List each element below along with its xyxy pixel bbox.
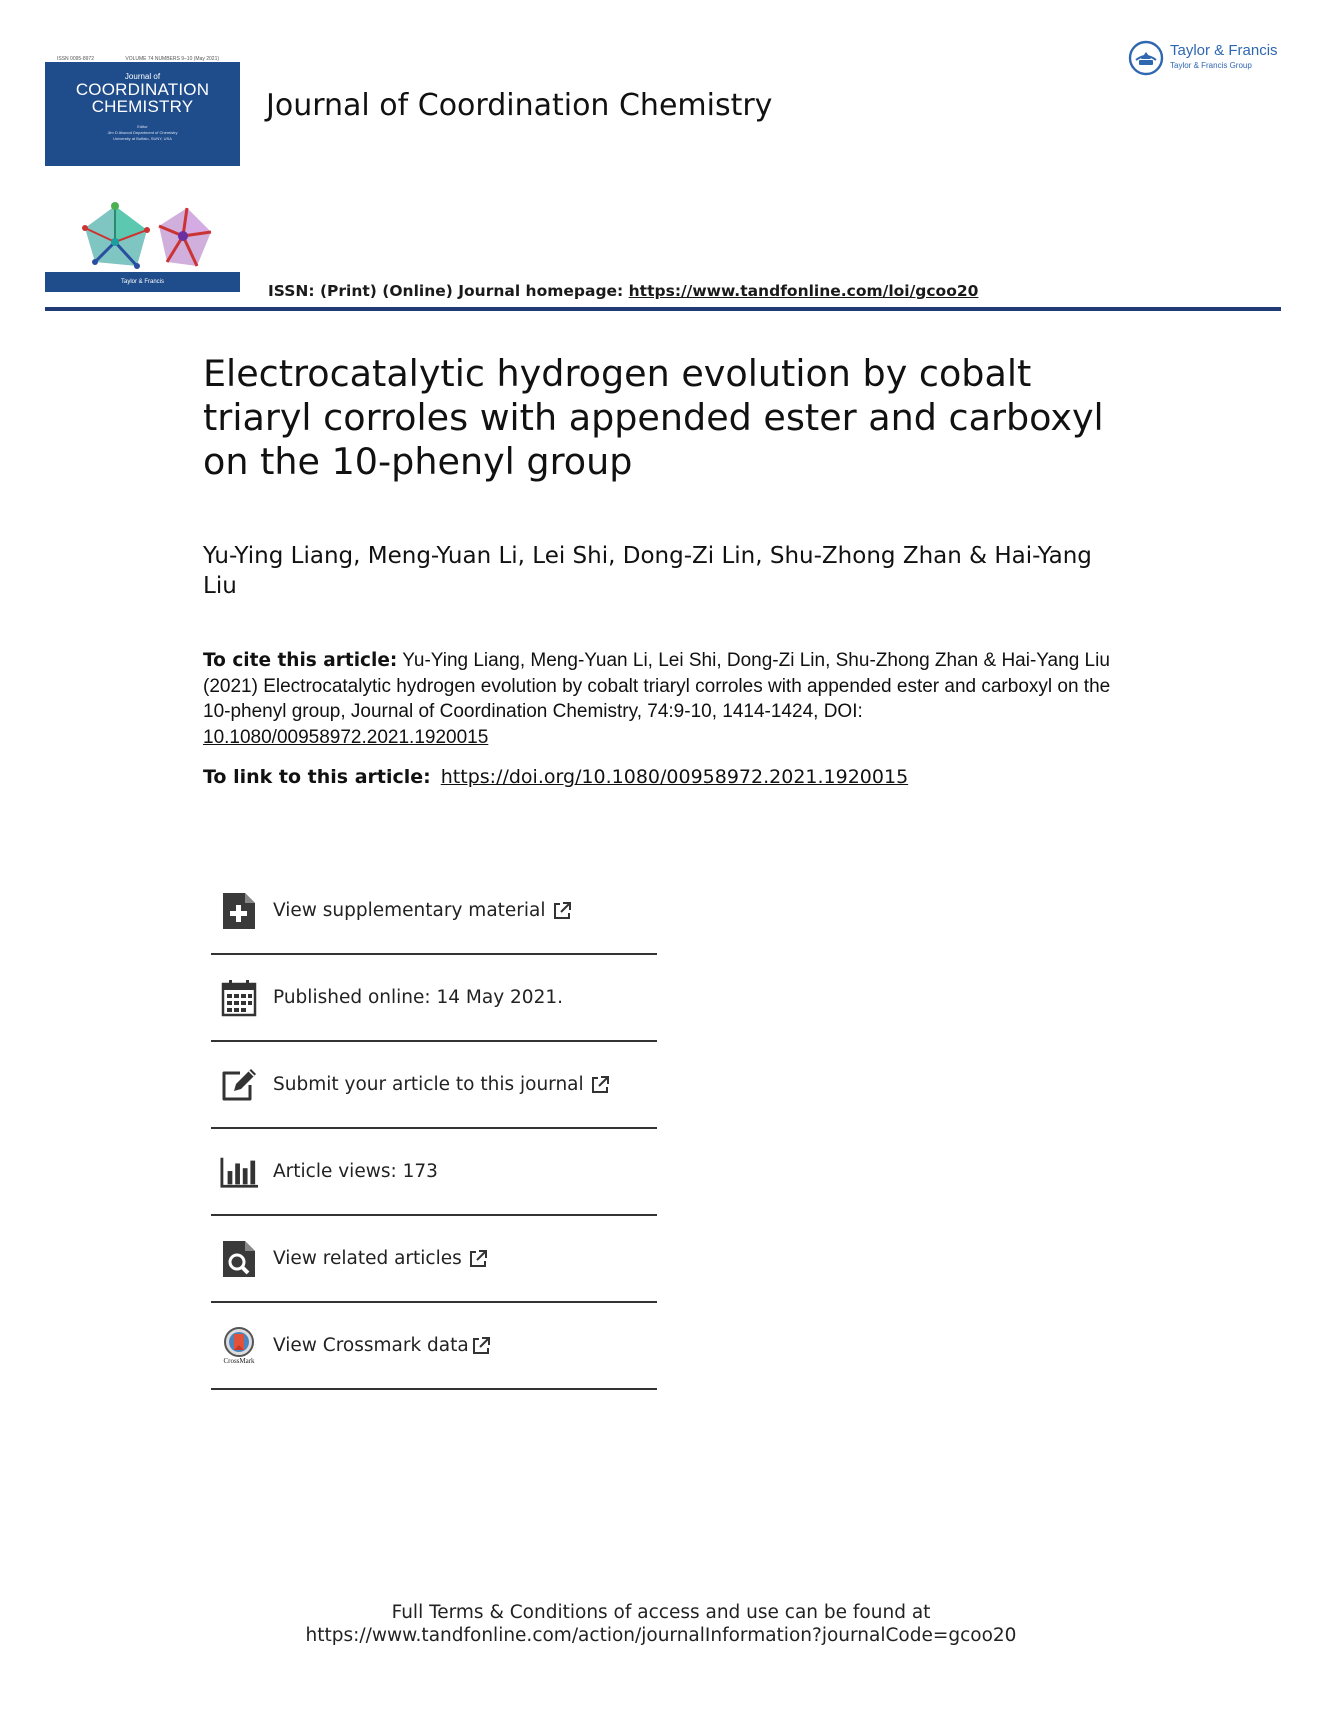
article-title: Electrocatalytic hydrogen evolution by cobalt triaryl corroles with appended ester and carboxyl on the 10-phenyl group (203, 352, 1104, 483)
cover-publisher: Taylor & Francis (120, 279, 164, 285)
citation-text: Yu-Ying Liang, Meng-Yuan Li, Lei Shi, Dong-Zi Lin, Shu-Zhong Zhan & Hai-Yang Liu (2021) Electrocatalytic hydrogen evolution by cobalt triaryl corroles with appended ester and carboxyl on the 10-phenyl group, Journal of Coordination Chemistry, 74:9-10, 1414-1424, DOI: (203, 650, 1111, 722)
issn-text: ISSN: (Print) (Online) Journal homepage: (268, 282, 629, 300)
issn-homepage-line (268, 282, 978, 300)
list-item-crossmark[interactable] (211, 1303, 657, 1390)
citation-label: To cite this article: (203, 650, 398, 671)
crossmark-icon (220, 1326, 258, 1366)
published-date-label: Published online: 14 May 2021. (273, 987, 564, 1008)
crossmark-label: CrossMark (223, 1356, 255, 1365)
calendar-icon (220, 978, 258, 1018)
publisher-group: Taylor & Francis Group (1170, 61, 1252, 70)
cover-journal-line1: COORDINATION (75, 80, 210, 99)
journal-title: Journal of Coordination Chemistry (266, 88, 773, 123)
footer-terms-text: Full Terms & Conditions of access and use can be found at (391, 1602, 931, 1623)
crossmark-data-label: View Crossmark data (273, 1335, 469, 1356)
list-item-related[interactable] (211, 1216, 657, 1303)
publisher-name: Taylor & Francis (1170, 42, 1278, 59)
external-link-icon (590, 1075, 610, 1095)
article-link-label: To link to this article: (203, 766, 431, 788)
supplementary-label: View supplementary material (273, 900, 546, 921)
article-link-block (203, 766, 908, 788)
supplementary-icon (220, 891, 258, 931)
cover-editor (45, 124, 240, 142)
citation-doi-link[interactable]: 10.1080/00958972.2021.1920015 (203, 726, 489, 748)
footer-terms-url[interactable]: https://www.tandfonline.com/action/journalInformation?journalCode=gcoo20 (305, 1625, 1017, 1646)
cover-editor-name: Jim D Atwood Department of Chemistry (107, 130, 178, 135)
citation-block (203, 648, 1133, 750)
publisher-logo[interactable] (1128, 38, 1288, 78)
cover-journal-name (45, 72, 240, 115)
search-document-icon (220, 1239, 258, 1279)
publisher-logo-icon (1128, 40, 1164, 76)
header-rule (45, 307, 1281, 311)
footer (0, 1601, 1322, 1647)
cover-issn: ISSN 0095-8972 (57, 56, 94, 62)
external-link-icon (471, 1336, 491, 1356)
external-link-icon (552, 901, 572, 921)
cover-title-band (45, 62, 240, 166)
article-doi-link[interactable]: https://doi.org/10.1080/00958972.2021.1920015 (440, 766, 909, 788)
cover-volume: VOLUME 74 NUMBERS 9–10 (May 2021) (125, 56, 220, 62)
cover-editor-label: Editor (137, 124, 148, 129)
list-item-views (211, 1129, 657, 1216)
article-authors: Yu-Ying Liang, Meng-Yuan Li, Lei Shi, Dong-Zi Lin, Shu-Zhong Zhan & Hai-Yang Liu (203, 543, 1092, 599)
cover-journal-line2: CHEMISTRY (91, 97, 194, 116)
cover-publisher-band (45, 272, 240, 292)
journal-homepage-link[interactable]: https://www.tandfonline.com/loi/gcoo20 (628, 282, 979, 300)
submit-article-label: Submit your article to this journal (273, 1074, 584, 1095)
related-articles-label: View related articles (273, 1248, 462, 1269)
article-info-list (211, 868, 657, 1390)
list-item-supplementary[interactable] (211, 868, 657, 955)
external-link-icon (468, 1249, 488, 1269)
edit-icon (220, 1065, 258, 1105)
bar-chart-icon (220, 1152, 258, 1192)
cover-editor-affil: University at Buffalo, SUNY, USA (113, 136, 172, 141)
list-item-published (211, 955, 657, 1042)
journal-cover (45, 56, 240, 294)
list-item-submit[interactable] (211, 1042, 657, 1129)
article-views-label: Article views: 173 (273, 1161, 438, 1182)
cover-journal-of: Journal of (124, 72, 161, 81)
